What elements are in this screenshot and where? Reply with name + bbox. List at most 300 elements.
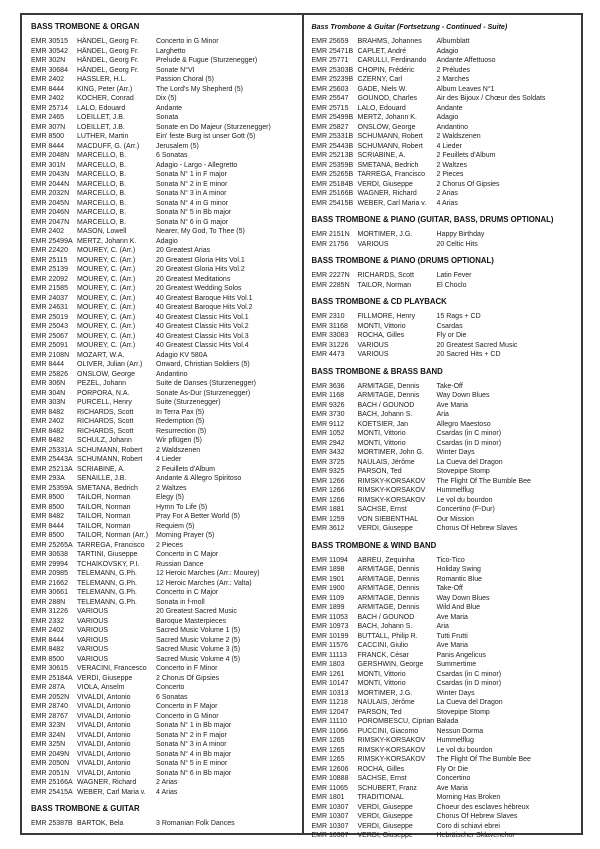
emr-number: EMR 25659 <box>311 38 349 45</box>
table-row <box>31 303 298 313</box>
table-row <box>312 679 578 689</box>
table-row <box>312 271 578 281</box>
emr-number: EMR 307N <box>31 123 66 131</box>
table-row <box>312 641 578 651</box>
emr-number: EMR 306N <box>31 380 66 387</box>
emr-number: EMR 25139 <box>31 266 68 273</box>
emr-number: EMR 25265B <box>311 171 354 178</box>
composer-name: ARMITAGE, Dennis <box>357 594 420 602</box>
composer-name: ARMITAGE, Dennis <box>357 392 420 399</box>
piece-title: Wild And Blue <box>436 604 481 611</box>
emr-number: EMR 2465 <box>31 114 65 121</box>
composer-name: VERACINI, Francesco <box>77 665 147 672</box>
emr-number: EMR 301N <box>31 161 66 169</box>
table-row <box>31 664 298 674</box>
composer-name: VARIOUS <box>357 341 389 349</box>
table-row <box>312 727 578 737</box>
table-row <box>31 56 298 66</box>
emr-number: EMR 1259 <box>311 515 345 523</box>
emr-number: EMR 11053 <box>311 613 348 621</box>
composer-name: VIVALDI, Antonio <box>77 693 131 701</box>
emr-number: EMR 25359B <box>311 161 354 169</box>
emr-number: EMR 3432 <box>311 449 345 456</box>
piece-title: Csardas (in D minor) <box>436 680 502 687</box>
emr-number: EMR 8482 <box>31 427 65 435</box>
emr-number: EMR 8482 <box>31 513 65 520</box>
composer-name: SACHSE, Ernst <box>357 506 407 513</box>
piece-title: Choeur des esclaves hébreux <box>436 803 530 811</box>
piece-title: Prelude & Fugue (Sturzenegger) <box>156 57 258 64</box>
emr-number: EMR 3730 <box>311 411 345 418</box>
emr-number: EMR 9112 <box>311 420 345 428</box>
composer-name: MOUREY, C. (Arr.) <box>77 332 136 340</box>
table-row <box>312 151 578 161</box>
table-row <box>312 698 578 708</box>
piece-title: Hebräischer Sklavenchor <box>436 832 515 839</box>
composer-name: MARCELLO, B. <box>77 209 127 216</box>
piece-title: Adagio KV 580A <box>156 351 208 359</box>
emr-number: EMR 324N <box>31 731 66 739</box>
piece-title: 4 Arias <box>436 199 458 207</box>
piece-title: Album Leaves N°1 <box>436 85 495 93</box>
composer-name: ARMITAGE, Dennis <box>357 575 420 583</box>
emr-number: EMR 25715 <box>311 104 349 112</box>
piece-title: Ein' feste Burg ist unser Gott (5) <box>156 133 256 140</box>
piece-title: 20 Greatest Arias <box>156 247 211 254</box>
piece-title: Suite de Danses (Sturzenegger) <box>156 380 256 387</box>
table-row <box>31 75 298 85</box>
emr-number: EMR 2049N <box>31 750 70 758</box>
composer-name: PUCCINI, Giacomo <box>357 727 419 735</box>
emr-number: EMR 10973 <box>311 623 349 630</box>
composer-name: RIMSKY-KORSAKOV <box>357 477 426 485</box>
composer-name: MACDUFF, G. (Arr.) <box>77 142 140 150</box>
composer-name: BACH / GOUNOD <box>357 401 415 409</box>
composer-name: VIVALDI, Antonio <box>77 760 131 767</box>
emr-number: EMR 1265 <box>311 756 345 763</box>
table-row <box>31 332 298 342</box>
composer-name: VARIOUS <box>77 617 108 625</box>
table-row <box>31 208 298 218</box>
emr-number: EMR 25415B <box>311 199 354 207</box>
emr-number: EMR 11218 <box>311 699 348 706</box>
emr-number: EMR 2046N <box>31 209 70 216</box>
emr-number: EMR 22092 <box>31 275 68 283</box>
composer-name: VERDI, Giuseppe <box>357 525 413 532</box>
piece-title: 40 Greatest Classic Hits Vol.2 <box>156 323 249 330</box>
table-row <box>312 803 578 813</box>
composer-name: OLIVER, Julian (Arr.) <box>77 361 143 368</box>
piece-title: 40 Greatest Baroque Hits Vol.2 <box>156 304 253 311</box>
composer-name: TAILOR, Norman <box>77 503 131 511</box>
piece-title: Concerto in C Major <box>156 551 219 558</box>
piece-title: Jerusalem (5) <box>156 142 199 150</box>
piece-title: Csardas (in C minor) <box>436 670 502 678</box>
emr-number: EMR 10199 <box>311 632 349 640</box>
emr-number: EMR 1898 <box>311 566 345 573</box>
emr-number: EMR 8444 <box>31 361 65 368</box>
table-row <box>31 522 298 532</box>
piece-title: The Lord's My Shepherd (5) <box>156 85 243 93</box>
piece-title: Concerto in F Minor <box>156 665 218 672</box>
table-row <box>312 477 578 487</box>
piece-title: Adagio - Largo - Allegretto <box>156 161 238 169</box>
table-row <box>31 161 298 171</box>
table-row <box>312 189 578 199</box>
composer-name: ABREU, Zequinha <box>357 556 415 564</box>
composer-name: ROCHA, Gilles <box>357 765 405 773</box>
piece-title: Romantic Blue <box>436 575 483 583</box>
emr-number: EMR 12047 <box>311 708 349 716</box>
composer-name: ARMITAGE, Dennis <box>357 566 420 573</box>
table-row <box>31 237 298 247</box>
composer-name: SCHUMANN, Robert <box>357 142 423 150</box>
emr-number: EMR 29994 <box>31 560 68 568</box>
composer-name: MARCELLO, B. <box>77 161 127 169</box>
emr-number: EMR 2285N <box>311 281 350 289</box>
piece-title: Adagio <box>436 47 459 55</box>
composer-name: HASSLER, H.L. <box>77 76 127 83</box>
table-row <box>31 94 298 104</box>
composer-name: PORPORA, N.A. <box>77 389 130 397</box>
emr-number: EMR 1803 <box>311 661 345 668</box>
piece-title: Winter Days <box>436 449 475 456</box>
emr-number: EMR 2032N <box>31 190 70 197</box>
emr-number: EMR 323N <box>31 722 66 729</box>
composer-name: LALO, Edouard <box>77 104 126 112</box>
table-row <box>312 94 578 104</box>
piece-title: Hummelflug <box>436 737 474 744</box>
table-row <box>31 607 298 617</box>
emr-number: EMR 10307 <box>311 822 349 830</box>
piece-title: Our Mission <box>436 515 474 523</box>
emr-number: EMR 25387B <box>31 820 73 827</box>
piece-title: 2 Waltzes <box>156 484 187 492</box>
emr-number: EMR 3612 <box>311 525 345 532</box>
table-row <box>31 37 298 47</box>
emr-number: EMR 1109 <box>311 594 345 602</box>
emr-number: EMR 30542 <box>31 47 68 55</box>
table-row <box>31 588 298 598</box>
emr-number: EMR 3725 <box>311 458 345 466</box>
emr-number: EMR 1881 <box>311 506 345 513</box>
composer-name: VERDI, Giuseppe <box>357 180 413 188</box>
emr-number: EMR 25067 <box>31 332 68 340</box>
emr-number: EMR 25213B <box>311 152 354 159</box>
emr-number: EMR 25826 <box>31 370 68 378</box>
table-row <box>312 793 578 803</box>
composer-name: MARCELLO, B. <box>77 180 127 188</box>
piece-title: 20 Greatest Gloria Hits Vol.1 <box>156 256 245 264</box>
emr-number: EMR 10147 <box>311 680 349 687</box>
composer-name: VARIOUS <box>77 646 108 653</box>
emr-number: EMR 2052N <box>31 693 70 701</box>
piece-title: Le vol du bourdon <box>436 746 493 754</box>
table-row <box>31 721 298 731</box>
table-row <box>31 598 298 608</box>
table-row <box>31 85 298 95</box>
catalog-section <box>312 297 578 360</box>
table-row <box>31 275 298 285</box>
composer-name: VARIOUS <box>77 627 108 634</box>
composer-name: CZERNY, Carl <box>357 76 403 83</box>
piece-title: Adagio <box>436 114 459 121</box>
piece-title: Sonata in f-moll <box>156 598 205 606</box>
emr-number: EMR 21756 <box>311 240 349 248</box>
piece-title: Sonate N°VI <box>156 66 195 74</box>
composer-name: MOZART, W.A. <box>77 351 125 359</box>
table-row <box>31 379 298 389</box>
composer-name: SCRIABINE, A. <box>357 152 406 159</box>
composer-name: VIVALDI, Antonio <box>77 722 131 729</box>
emr-number: EMR 1899 <box>311 604 345 611</box>
table-row <box>31 674 298 684</box>
catalog-section <box>312 367 578 534</box>
composer-name: SCHUMANN, Robert <box>77 456 143 463</box>
emr-number: EMR 10307 <box>311 813 349 820</box>
emr-number: EMR 2310 <box>311 313 345 320</box>
emr-number: EMR 25166A <box>31 779 73 786</box>
table-row <box>31 170 298 180</box>
piece-title: Sonata N° 1 in Bb major <box>156 722 232 729</box>
table-row <box>31 503 298 513</box>
composer-name: VIVALDI, Antonio <box>77 703 131 710</box>
table-row <box>31 512 298 522</box>
table-row <box>31 541 298 551</box>
composer-name: VARIOUS <box>77 655 108 663</box>
section-header: BASS TROMBONE & BRASS BAND <box>311 366 443 376</box>
table-row <box>312 505 578 515</box>
emr-number: EMR 2402 <box>31 76 65 83</box>
piece-title: 20 Greatest Sacred Music <box>156 608 237 615</box>
composer-name: TELEMANN, G.Ph. <box>77 598 137 606</box>
piece-title: Way Down Blues <box>436 392 490 399</box>
table-row <box>31 769 298 779</box>
emr-number: EMR 1265 <box>311 746 345 754</box>
composer-name: MARCELLO, B. <box>77 190 127 197</box>
piece-title: Sacred Music Volume 4 (5) <box>156 655 241 663</box>
composer-name: FILLMORE, Henry <box>357 313 416 320</box>
composer-name: VIVALDI, Antonio <box>77 769 131 777</box>
emr-number: EMR 25331A <box>31 446 73 454</box>
composer-name: NAULAIS, Jérôme <box>357 458 415 466</box>
table-row <box>31 740 298 750</box>
table-row <box>312 312 578 322</box>
composer-name: VIVALDI, Antonio <box>77 741 131 748</box>
table-row <box>31 218 298 228</box>
composer-name: PEZEL, Johann <box>77 380 127 387</box>
emr-number: EMR 8482 <box>31 408 65 416</box>
piece-title: 2 Chorus Of Gipsies <box>436 180 500 188</box>
composer-name: SCHULZ, Johann <box>77 437 132 444</box>
composer-name: WEBER, Carl Maria v. <box>357 199 427 207</box>
composer-name: RIMSKY-KORSAKOV <box>357 496 426 504</box>
emr-number: EMR 22420 <box>31 247 68 254</box>
table-row <box>31 360 298 370</box>
composer-name: MOUREY, C. (Arr.) <box>77 256 136 264</box>
table-row <box>31 645 298 655</box>
piece-title: Concertino (F-Dur) <box>436 506 495 513</box>
piece-title: Sonata N° 4 in Bb major <box>156 750 232 758</box>
piece-title: Chorus Of Hebrew Slaves <box>436 525 518 532</box>
table-row <box>312 85 578 95</box>
emr-number: EMR 30615 <box>31 665 68 672</box>
piece-title: Summertime <box>436 661 477 668</box>
composer-name: SCRIABINE, A. <box>77 465 125 473</box>
piece-title: Take-Off <box>436 382 463 390</box>
composer-name: HÄNDEL, Georg Fr. <box>77 66 139 74</box>
emr-number: EMR 11113 <box>311 651 347 659</box>
piece-title: Sonata N° 5 in Bb major <box>156 209 232 216</box>
table-row <box>312 831 578 841</box>
composer-name: KOETSIER, Jan <box>357 420 409 428</box>
section-header: BASS TROMBONE & PIANO (DRUMS OPTIONAL) <box>311 256 494 265</box>
emr-number: EMR 25019 <box>31 313 68 321</box>
emr-number: EMR 1168 <box>311 392 345 399</box>
table-row <box>312 458 578 468</box>
piece-title: Ave Maria <box>436 613 468 621</box>
table-row <box>312 467 578 477</box>
emr-number: EMR 10307 <box>311 832 349 839</box>
emr-number: EMR 25443B <box>311 142 354 150</box>
emr-number: EMR 1266 <box>311 487 345 494</box>
composer-name: MORTIMER, J.G. <box>357 231 413 238</box>
composer-name: ONSLOW, George <box>357 123 416 131</box>
piece-title: 2 Marches <box>436 76 470 83</box>
composer-name: NAULAIS, Jérôme <box>357 699 415 706</box>
piece-title: 2 Chorus Of Gipsies <box>156 674 220 682</box>
emr-number: EMR 288N <box>31 598 66 606</box>
emr-number: EMR 25239B <box>311 76 354 83</box>
emr-number: EMR 31226 <box>311 341 349 349</box>
piece-title: Winter Days <box>436 689 475 697</box>
table-row <box>312 670 578 680</box>
emr-number: EMR 33083 <box>311 332 349 339</box>
emr-number: EMR 1801 <box>311 794 345 801</box>
emr-number: EMR 8444 <box>31 142 65 150</box>
emr-number: EMR 25213A <box>31 465 73 473</box>
piece-title: Andante <box>156 104 183 112</box>
piece-title: Onward, Christian Soldiers (5) <box>156 361 250 368</box>
piece-title: 4 Arias <box>156 788 178 796</box>
emr-number: EMR 25547 <box>311 95 349 102</box>
emr-number: EMR 2227N <box>311 272 350 279</box>
piece-title: Sonata N° 5 in E minor <box>156 760 228 767</box>
piece-title: Concerto in G Minor <box>156 38 219 45</box>
piece-title: Ave Maria <box>436 784 468 792</box>
composer-name: MOUREY, C. (Arr.) <box>77 313 136 321</box>
emr-number: EMR 9325 <box>311 468 345 475</box>
composer-name: BUTTALL, Philip R. <box>357 632 418 640</box>
piece-title: 4 Lieder <box>156 456 182 463</box>
piece-title: 2 Pieces <box>436 171 464 178</box>
piece-title: Russian Dance <box>156 560 204 568</box>
composer-name: TELEMANN, G.Ph. <box>77 589 137 596</box>
piece-title: Hummelflug <box>436 487 474 494</box>
composer-name: BACH, Johann S. <box>357 623 413 630</box>
emr-number: EMR 11110 <box>311 718 347 725</box>
piece-title: 2 Arias <box>436 190 458 197</box>
piece-title: Pray For A Better World (5) <box>156 513 240 520</box>
composer-name: CARULLI, Ferdinando <box>357 57 427 64</box>
composer-name: ONSLOW, George <box>77 370 135 378</box>
composer-name: WAGNER, Richard <box>357 190 417 197</box>
piece-title: 6 Sonatas <box>156 152 188 159</box>
section-header: BASS TROMBONE & ORGAN <box>31 22 140 31</box>
emr-number: EMR 2402 <box>31 418 65 425</box>
table-row <box>31 227 298 237</box>
emr-number: EMR 30638 <box>31 551 68 558</box>
composer-name: VARIOUS <box>357 351 389 358</box>
table-row <box>31 531 298 541</box>
emr-number: EMR 8500 <box>31 494 65 501</box>
piece-title: 40 Greatest Classic Hits Vol.3 <box>156 332 249 340</box>
table-row <box>312 401 578 411</box>
composer-name: GERSHWIN, George <box>357 661 424 668</box>
composer-name: TAILOR, Norman <box>77 494 131 501</box>
piece-title: Baroque Masterpieces <box>156 617 227 625</box>
table-row <box>312 689 578 699</box>
table-row <box>31 683 298 693</box>
piece-title: 20 Celtic Hits <box>436 240 478 248</box>
composer-name: MOUREY, C. (Arr.) <box>77 266 136 273</box>
table-row <box>312 565 578 575</box>
emr-number: EMR 3636 <box>311 382 345 390</box>
composer-name: MOUREY, C. (Arr.) <box>77 304 136 311</box>
emr-number: EMR 25771 <box>311 57 349 64</box>
piece-title: Concerto in C Major <box>156 589 219 596</box>
piece-title: Redemption (5) <box>156 418 205 425</box>
table-row <box>31 123 298 133</box>
composer-name: VERDI, Giuseppe <box>357 813 413 820</box>
composer-name: MOUREY, C. (Arr.) <box>77 247 136 254</box>
table-row <box>312 784 578 794</box>
table-row <box>31 104 298 114</box>
emr-number: EMR 31168 <box>311 322 348 330</box>
piece-title: Latin Fever <box>436 272 472 279</box>
emr-number: EMR 25471B <box>311 47 354 55</box>
emr-number: EMR 25265A <box>31 541 73 549</box>
emr-number: EMR 11065 <box>311 784 348 792</box>
table-row <box>312 603 578 613</box>
table-row <box>31 778 298 788</box>
catalog-section <box>312 22 578 208</box>
piece-title: Sonata N° 2 in F major <box>156 731 227 739</box>
piece-title: Nessun Dorma <box>436 727 484 735</box>
composer-name: MONTI, Vittorio <box>357 430 406 437</box>
piece-title: Air des Bijoux / Chœur des Soldats <box>436 95 546 102</box>
composer-name: RIMSKY-KORSAKOV <box>357 746 426 754</box>
composer-name: BRAHMS, Johannes <box>357 38 422 45</box>
emr-number: EMR 9326 <box>311 401 345 409</box>
composer-name: SENAILLE, J.B. <box>77 475 127 482</box>
table-row <box>312 613 578 623</box>
piece-title: 20 Greatest Wedding Solos <box>156 285 242 292</box>
piece-title: Stovepipe Stomp <box>436 468 490 475</box>
emr-number: EMR 25166B <box>311 190 354 197</box>
emr-number: EMR 2048N <box>31 152 70 159</box>
piece-title: Stovepipe Stomp <box>436 708 490 716</box>
table-row <box>312 180 578 190</box>
piece-title: Coro di schiavi ebrei <box>436 822 500 830</box>
emr-number: EMR 304N <box>31 389 66 397</box>
piece-title: 12 Heroic Marches (Arr.: Valta) <box>156 579 252 587</box>
piece-title: Ave Maria <box>436 401 468 409</box>
piece-title: Fly Or Die <box>436 765 468 773</box>
composer-name: RICHARDS, Scott <box>77 408 134 416</box>
table-row <box>312 410 578 420</box>
piece-title: Panis Angelicus <box>436 651 486 659</box>
